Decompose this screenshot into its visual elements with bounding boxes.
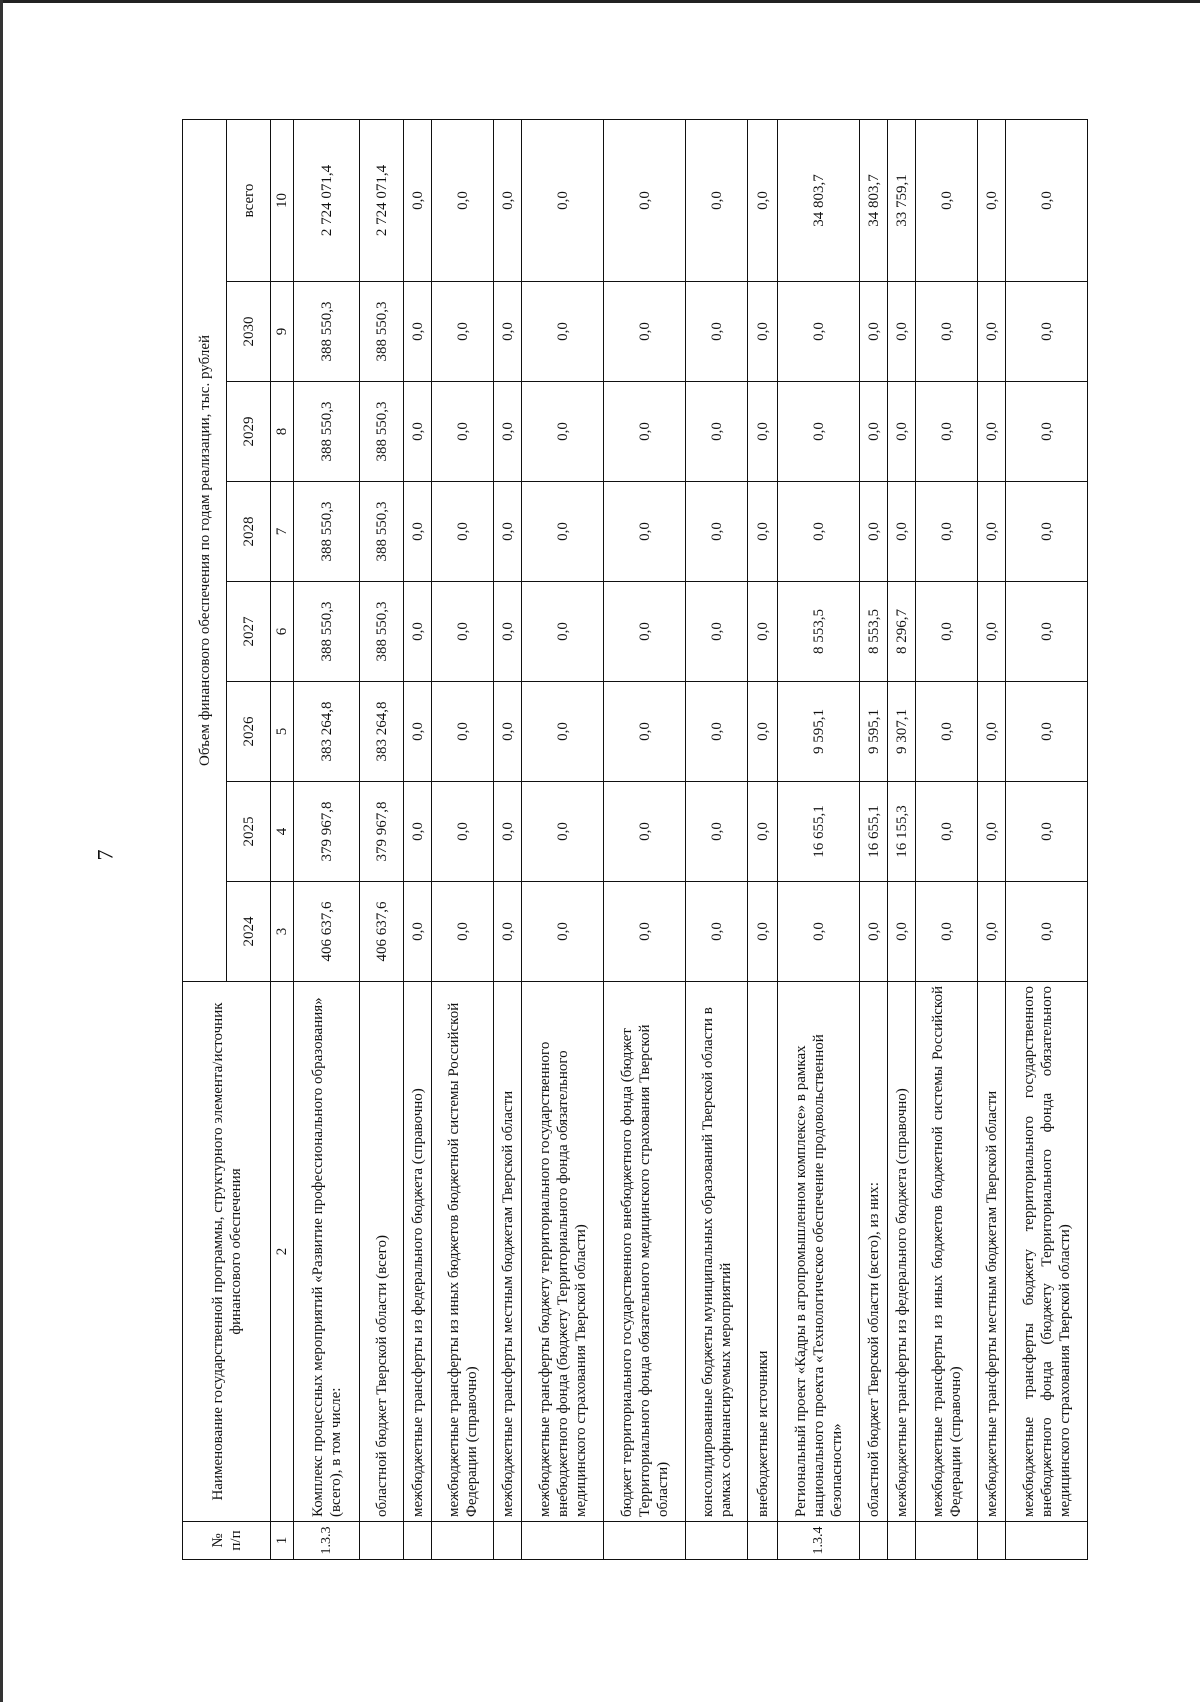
value-cell: 0,0 [404,882,432,982]
header-year: 2030 [227,282,271,382]
value-cell: 9 595,1 [860,682,888,782]
value-cell: 0,0 [860,282,888,382]
total-cell: 34 803,7 [778,119,860,281]
value-cell: 8 553,5 [860,582,888,682]
total-cell: 0,0 [432,119,494,281]
row-code [860,1522,888,1560]
value-cell: 388 550,3 [360,582,404,682]
row-code [916,1522,978,1560]
row-code [404,1522,432,1560]
scan-edge-top [0,0,1200,3]
row-name: межбюджетные трансферты из федерального бюджета (справочно) [888,982,916,1522]
total-cell: 0,0 [404,119,432,281]
row-code [1006,1522,1088,1560]
value-cell: 0,0 [888,882,916,982]
financing-table [182,119,1088,1560]
scan-edge-left [0,0,3,1702]
table-row [404,119,432,1559]
value-cell: 0,0 [686,282,748,382]
value-cell: 0,0 [404,382,432,482]
value-cell: 0,0 [686,582,748,682]
value-cell: 0,0 [604,882,686,982]
value-cell: 0,0 [916,482,978,582]
row-name: межбюджетные трансферты бюджету территориального государственного внебюджетного фонда (бюджету Территориального фонда обязательного медицинского страхования Тверской области) [1006,982,1088,1522]
value-cell: 0,0 [1006,882,1088,982]
row-name: консолидированные бюджеты муниципальных образований Тверской области в рамках софинансируемых мероприятий [686,982,748,1522]
table-row [604,119,686,1559]
total-cell: 0,0 [1006,119,1088,281]
value-cell: 388 550,3 [294,582,360,682]
value-cell: 0,0 [978,282,1006,382]
value-cell: 0,0 [686,682,748,782]
value-cell: 0,0 [888,482,916,582]
row-name: межбюджетные трансферты из иных бюджетов бюджетной системы Российской Федерации (справочно) [916,982,978,1522]
value-cell: 379 967,8 [360,782,404,882]
table-row [360,119,404,1559]
value-cell: 0,0 [748,782,778,882]
total-cell: 0,0 [748,119,778,281]
index-cell: 5 [271,682,294,782]
value-cell: 0,0 [778,882,860,982]
value-cell: 0,0 [604,382,686,482]
row-name: Региональный проект «Кадры в агропромышленном комплексе» в рамках национального проекта «Технологическое обеспечение продовольственной безопасности» [778,982,860,1522]
row-code [494,1522,522,1560]
index-cell: 10 [271,119,294,281]
index-cell: 6 [271,582,294,682]
row-code: 1.3.4 [778,1522,860,1560]
value-cell: 0,0 [522,582,604,682]
value-cell: 0,0 [748,382,778,482]
value-cell: 9 595,1 [778,682,860,782]
row-code [888,1522,916,1560]
value-cell: 0,0 [432,382,494,482]
value-cell: 0,0 [686,482,748,582]
table-row [978,119,1006,1559]
table-row [522,119,604,1559]
index-cell: 7 [271,482,294,582]
value-cell: 0,0 [604,782,686,882]
value-cell: 0,0 [432,682,494,782]
value-cell: 0,0 [748,282,778,382]
table-row [860,119,888,1559]
total-cell: 0,0 [916,119,978,281]
table-row [432,119,494,1559]
row-name: межбюджетные трансферты из иных бюджетов бюджетной системы Российской Федерации (справочно) [432,982,494,1522]
value-cell: 0,0 [404,682,432,782]
row-name: бюджет территориального государственного внебюджетного фонда (бюджет Территориального фонда обязательного медицинского страхования Тверской области) [604,982,686,1522]
value-cell: 0,0 [1006,482,1088,582]
row-code [360,1522,404,1560]
value-cell: 0,0 [522,382,604,482]
row-name: межбюджетные трансферты местным бюджетам Тверской области [978,982,1006,1522]
value-cell: 388 550,3 [360,382,404,482]
value-cell: 0,0 [494,282,522,382]
header-year: 2029 [227,382,271,482]
row-name: межбюджетные трансферты бюджету территориального государственного внебюджетного фонда (бюджету Территориального фонда обязательного медицинского страхования Тверской области) [522,982,604,1522]
table-row [888,119,916,1559]
value-cell: 0,0 [522,882,604,982]
value-cell: 0,0 [860,482,888,582]
value-cell: 0,0 [748,882,778,982]
total-cell: 33 759,1 [888,119,916,281]
value-cell: 0,0 [604,682,686,782]
value-cell: 0,0 [522,782,604,882]
total-cell: 0,0 [494,119,522,281]
rotated-table-wrapper [182,120,1182,1560]
table-row [748,119,778,1559]
table-row [778,119,860,1559]
total-cell: 2 724 071,4 [360,119,404,281]
value-cell: 0,0 [1006,282,1088,382]
value-cell: 388 550,3 [360,482,404,582]
value-cell: 0,0 [432,882,494,982]
value-cell: 0,0 [978,582,1006,682]
row-name: областной бюджет Тверской области (всего) [360,982,404,1522]
row-code [432,1522,494,1560]
value-cell: 0,0 [916,282,978,382]
value-cell: 0,0 [686,882,748,982]
index-cell: 8 [271,382,294,482]
value-cell: 0,0 [778,482,860,582]
row-code [604,1522,686,1560]
value-cell: 0,0 [916,782,978,882]
value-cell: 0,0 [522,682,604,782]
value-cell: 388 550,3 [360,282,404,382]
index-cell: 4 [271,782,294,882]
value-cell: 0,0 [778,282,860,382]
value-cell: 0,0 [1006,582,1088,682]
value-cell: 0,0 [404,582,432,682]
value-cell: 8 296,7 [888,582,916,682]
row-code [748,1522,778,1560]
table-row [916,119,978,1559]
value-cell: 0,0 [494,482,522,582]
value-cell: 0,0 [778,382,860,482]
header-name: Наименование государственной программы, структурного элемента/источник финансового обеспечения [183,982,271,1522]
index-cell: 1 [271,1522,294,1560]
value-cell: 406 637,6 [294,882,360,982]
value-cell: 383 264,8 [360,682,404,782]
index-cell: 2 [271,982,294,1522]
total-cell: 2 724 071,4 [294,119,360,281]
index-cell: 3 [271,882,294,982]
value-cell: 0,0 [404,782,432,882]
header-year: 2028 [227,482,271,582]
value-cell: 0,0 [522,282,604,382]
value-cell: 0,0 [432,482,494,582]
total-cell: 0,0 [522,119,604,281]
header-volume-group: Объем финансового обеспечения по годам реализации, тыс. рублей [183,119,227,981]
value-cell: 0,0 [748,482,778,582]
total-cell: 34 803,7 [860,119,888,281]
value-cell: 0,0 [494,882,522,982]
header-year: 2027 [227,582,271,682]
value-cell: 0,0 [888,382,916,482]
value-cell: 0,0 [494,382,522,482]
row-code [978,1522,1006,1560]
table-row [294,119,360,1559]
value-cell: 16 655,1 [860,782,888,882]
value-cell: 0,0 [916,382,978,482]
value-cell: 0,0 [748,682,778,782]
value-cell: 379 967,8 [294,782,360,882]
row-code [522,1522,604,1560]
value-cell: 0,0 [978,682,1006,782]
value-cell: 0,0 [494,682,522,782]
value-cell: 0,0 [978,382,1006,482]
value-cell: 0,0 [1006,382,1088,482]
value-cell: 0,0 [604,482,686,582]
total-cell: 0,0 [978,119,1006,281]
value-cell: 0,0 [978,782,1006,882]
row-name: областной бюджет Тверской области (всего), из них: [860,982,888,1522]
header-num: № п/п [183,1522,271,1560]
total-cell: 0,0 [686,119,748,281]
table-row [494,119,522,1559]
header-year: 2024 [227,882,271,982]
value-cell: 0,0 [978,882,1006,982]
value-cell: 0,0 [916,582,978,682]
table-row [686,119,748,1559]
row-name: межбюджетные трансферты местным бюджетам Тверской области [494,982,522,1522]
value-cell: 0,0 [686,782,748,882]
value-cell: 9 307,1 [888,682,916,782]
value-cell: 8 553,5 [778,582,860,682]
value-cell: 16 655,1 [778,782,860,882]
value-cell: 0,0 [604,282,686,382]
table-row [1006,119,1088,1559]
value-cell: 0,0 [432,782,494,882]
total-cell: 0,0 [604,119,686,281]
value-cell: 388 550,3 [294,282,360,382]
row-name: Комплекс процессных мероприятий «Развитие профессионального образования» (всего), в том числе: [294,982,360,1522]
value-cell: 16 155,3 [888,782,916,882]
header-total: всего [227,119,271,281]
header-year: 2025 [227,782,271,882]
value-cell: 383 264,8 [294,682,360,782]
value-cell: 0,0 [978,482,1006,582]
header-year: 2026 [227,682,271,782]
value-cell: 0,0 [604,582,686,682]
value-cell: 0,0 [1006,782,1088,882]
page-number: 7 [92,849,118,861]
value-cell: 0,0 [916,682,978,782]
value-cell: 406 637,6 [360,882,404,982]
value-cell: 388 550,3 [294,482,360,582]
value-cell: 0,0 [1006,682,1088,782]
value-cell: 0,0 [404,482,432,582]
value-cell: 0,0 [888,282,916,382]
value-cell: 0,0 [686,382,748,482]
index-cell: 9 [271,282,294,382]
value-cell: 0,0 [494,782,522,882]
row-code: 1.3.3 [294,1522,360,1560]
value-cell: 0,0 [916,882,978,982]
value-cell: 0,0 [522,482,604,582]
row-name: внебюджетные источники [748,982,778,1522]
value-cell: 0,0 [860,382,888,482]
value-cell: 0,0 [748,582,778,682]
value-cell: 0,0 [404,282,432,382]
value-cell: 0,0 [494,582,522,682]
value-cell: 0,0 [860,882,888,982]
row-code [686,1522,748,1560]
value-cell: 388 550,3 [294,382,360,482]
value-cell: 0,0 [432,582,494,682]
row-name: межбюджетные трансферты из федерального бюджета (справочно) [404,982,432,1522]
value-cell: 0,0 [432,282,494,382]
